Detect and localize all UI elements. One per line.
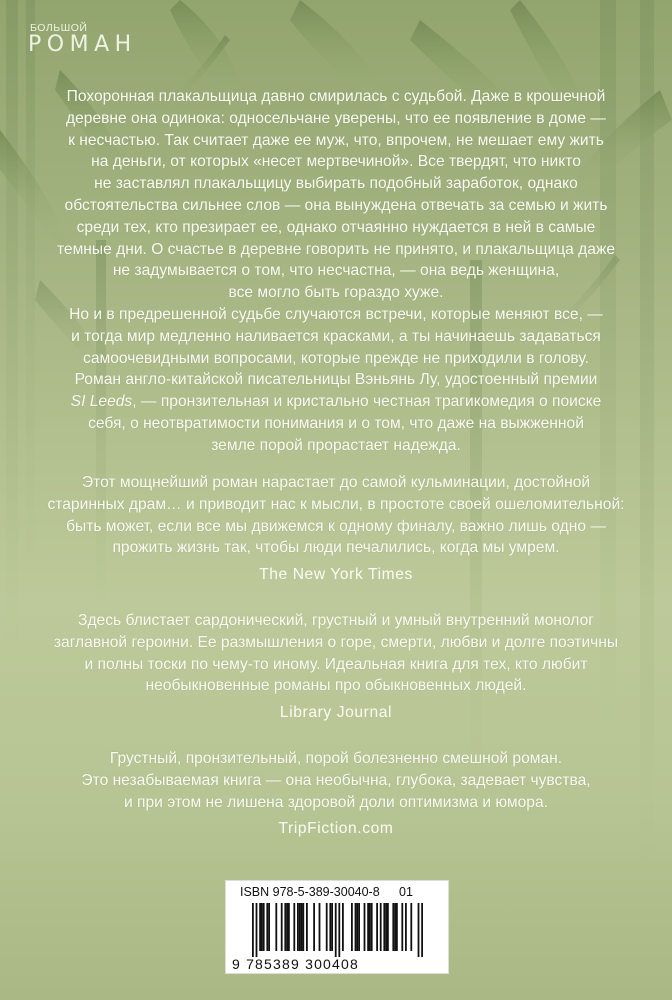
review-line: быть может, если все мы движемся к одному финалу, важно лишь одно — (66, 517, 606, 535)
barcode-bar (392, 903, 394, 951)
review-source-3: TripFiction.com (278, 820, 394, 837)
barcode-bar (410, 903, 412, 951)
series-logo (28, 22, 148, 57)
barcode-bar (293, 903, 295, 951)
annotation-line: к несчастью. Так считает даже ее муж, что, впрочем, не мешает ему жить (68, 131, 604, 149)
review-line: Это незабываемая книга — она необычна, глубока, задевает чувства, (81, 771, 591, 789)
review-line: старинных драм… и приводит нас к мысли, в простоте своей ошеломительной: (47, 495, 625, 513)
barcode-bar (306, 903, 308, 951)
barcode-bar (326, 903, 328, 951)
annotation-line: Роман англо-китайской писательницы Вэньянь Лу, удостоенный премии (74, 371, 598, 389)
barcode-bar (385, 903, 387, 951)
review-quote-2 (40, 610, 632, 697)
barcode-bar (266, 903, 268, 951)
annotation-line: среди тех, кто презирает ее, однако отчаянно нуждается в ней в самые (76, 218, 596, 236)
barcode-bar (351, 903, 353, 951)
review-line: Здесь блистает сардонический, грустный и умный внутренний монолог (78, 612, 594, 629)
barcode-bar (394, 903, 396, 951)
review-line: и полны тоски по чему-то иному. Идеальная книга для тех, кто любит (84, 655, 588, 673)
barcode-bar (358, 903, 360, 951)
barcode-bar (371, 903, 373, 951)
barcode-bar (286, 903, 288, 951)
annotation-line: земле порой прорастает надежда. (211, 436, 461, 454)
barcode-bar (355, 903, 357, 951)
annotation-line: темные дни. О счастье в деревне говорить не принято, и плакальщица даже (56, 240, 616, 258)
barcode-bar (342, 903, 344, 951)
annotation-line: обстоятельства сильнее слов — она вынуждена отвечать за семью и жить (64, 196, 608, 214)
barcode-bar (297, 903, 299, 951)
barcode-bar (301, 903, 303, 951)
annotation-line: самоочевидными вопросами, которые прежде не приходили в голову. (83, 349, 589, 367)
award-name: SI Leeds (70, 393, 133, 411)
isbn-barcode (225, 880, 449, 974)
barcode-bar (405, 903, 407, 951)
barcode-bar (302, 903, 304, 951)
annotation-line-award (40, 391, 632, 413)
barcode-bar (252, 903, 254, 957)
review-line: заглавной героини. Ее размышления о горе, смерти, любви и долге поэтичны (53, 633, 619, 651)
barcode-bar (319, 903, 321, 951)
barcode-bar (281, 903, 283, 951)
review-quote-3 (40, 748, 632, 813)
award-line-rest: , — пронзительная и кристально честная трагикомедия о поиске (132, 393, 602, 411)
review-source-1: The New York Times (259, 566, 413, 583)
barcode-bar (338, 903, 340, 957)
barcode-bar (335, 903, 337, 957)
review-line: Грустный, пронзительный, порой болезненно смешной роман. (109, 750, 563, 767)
annotation-line: деревне она одинока: односельчане уверены, что ее появление в доме — (66, 109, 606, 127)
review-line: прожить жизнь так, чтобы люди печалились, когда мы умрем. (112, 539, 560, 557)
barcode-bar (313, 903, 315, 951)
barcode-bar (383, 903, 385, 951)
annotation-line: не задумывается о том, что несчастна, — она ведь женщина, (112, 262, 560, 280)
barcode-bar (275, 903, 277, 951)
barcode-bar (421, 903, 423, 957)
barcode-bar (256, 903, 258, 957)
annotation-line: Но и в предрешенной судьбе случаются встречи, которые меняют все, — (69, 305, 603, 323)
barcode-bar (356, 903, 358, 951)
series-logo-main: РОМАН (28, 32, 137, 57)
book-annotation (40, 86, 632, 457)
barcode-bar (331, 903, 333, 951)
annotation-line: себя, о неотвратимости понимания и о том, что даже на выжженной (88, 414, 584, 432)
isbn-label: ISBN 978-5-389-30040-8 (240, 885, 380, 899)
barcode-bar (299, 903, 301, 951)
barcode-bar (288, 903, 290, 951)
review-line: и при этом не лишена здоровой доли оптимизма и юмора. (124, 793, 548, 811)
barcode-bars (238, 901, 438, 957)
barcode-bar (364, 903, 366, 951)
barcode-bar (380, 903, 382, 951)
barcode-bar (387, 903, 389, 951)
isbn-addon-code: 01 (399, 885, 413, 899)
barcode-bar (284, 903, 286, 951)
barcode-bar (401, 903, 403, 951)
barcode-number: 9 785389 300408 (232, 956, 359, 972)
barcode-bar (329, 903, 331, 951)
barcode-bar (396, 903, 398, 951)
barcode-bar (261, 903, 263, 951)
review-source-2: Library Journal (279, 704, 393, 721)
annotation-line: на деньги, от которых «несет мертвечиной». Все твердят, что никто (91, 153, 581, 171)
annotation-line: не заставлял плакальщицу выбирать подобный заработок, однако (94, 175, 578, 193)
barcode-bar (376, 903, 378, 951)
annotation-line: и тогда мир медленно наливается красками, а ты начинаешь задаваться (71, 327, 601, 345)
barcode-bar (268, 903, 270, 951)
barcode-bar (418, 903, 420, 957)
barcode-bar (259, 903, 261, 951)
barcode-bar (263, 903, 265, 951)
barcode-bar (367, 903, 369, 951)
review-line: необыкновенные романы про обыкновенных людей. (145, 677, 527, 695)
series-logo-top: БОЛЬШОЙ (30, 22, 88, 34)
annotation-line: все могло быть гораздо хуже. (228, 284, 444, 302)
barcode-bar (369, 903, 371, 951)
review-quote-1 (40, 472, 632, 559)
review-line: Этот мощнейший роман нарастает до самой кульминации, достойной (81, 474, 591, 491)
annotation-line: Похоронная плакальщица давно смирилась с судьбой. Даже в крошечной (66, 88, 606, 105)
